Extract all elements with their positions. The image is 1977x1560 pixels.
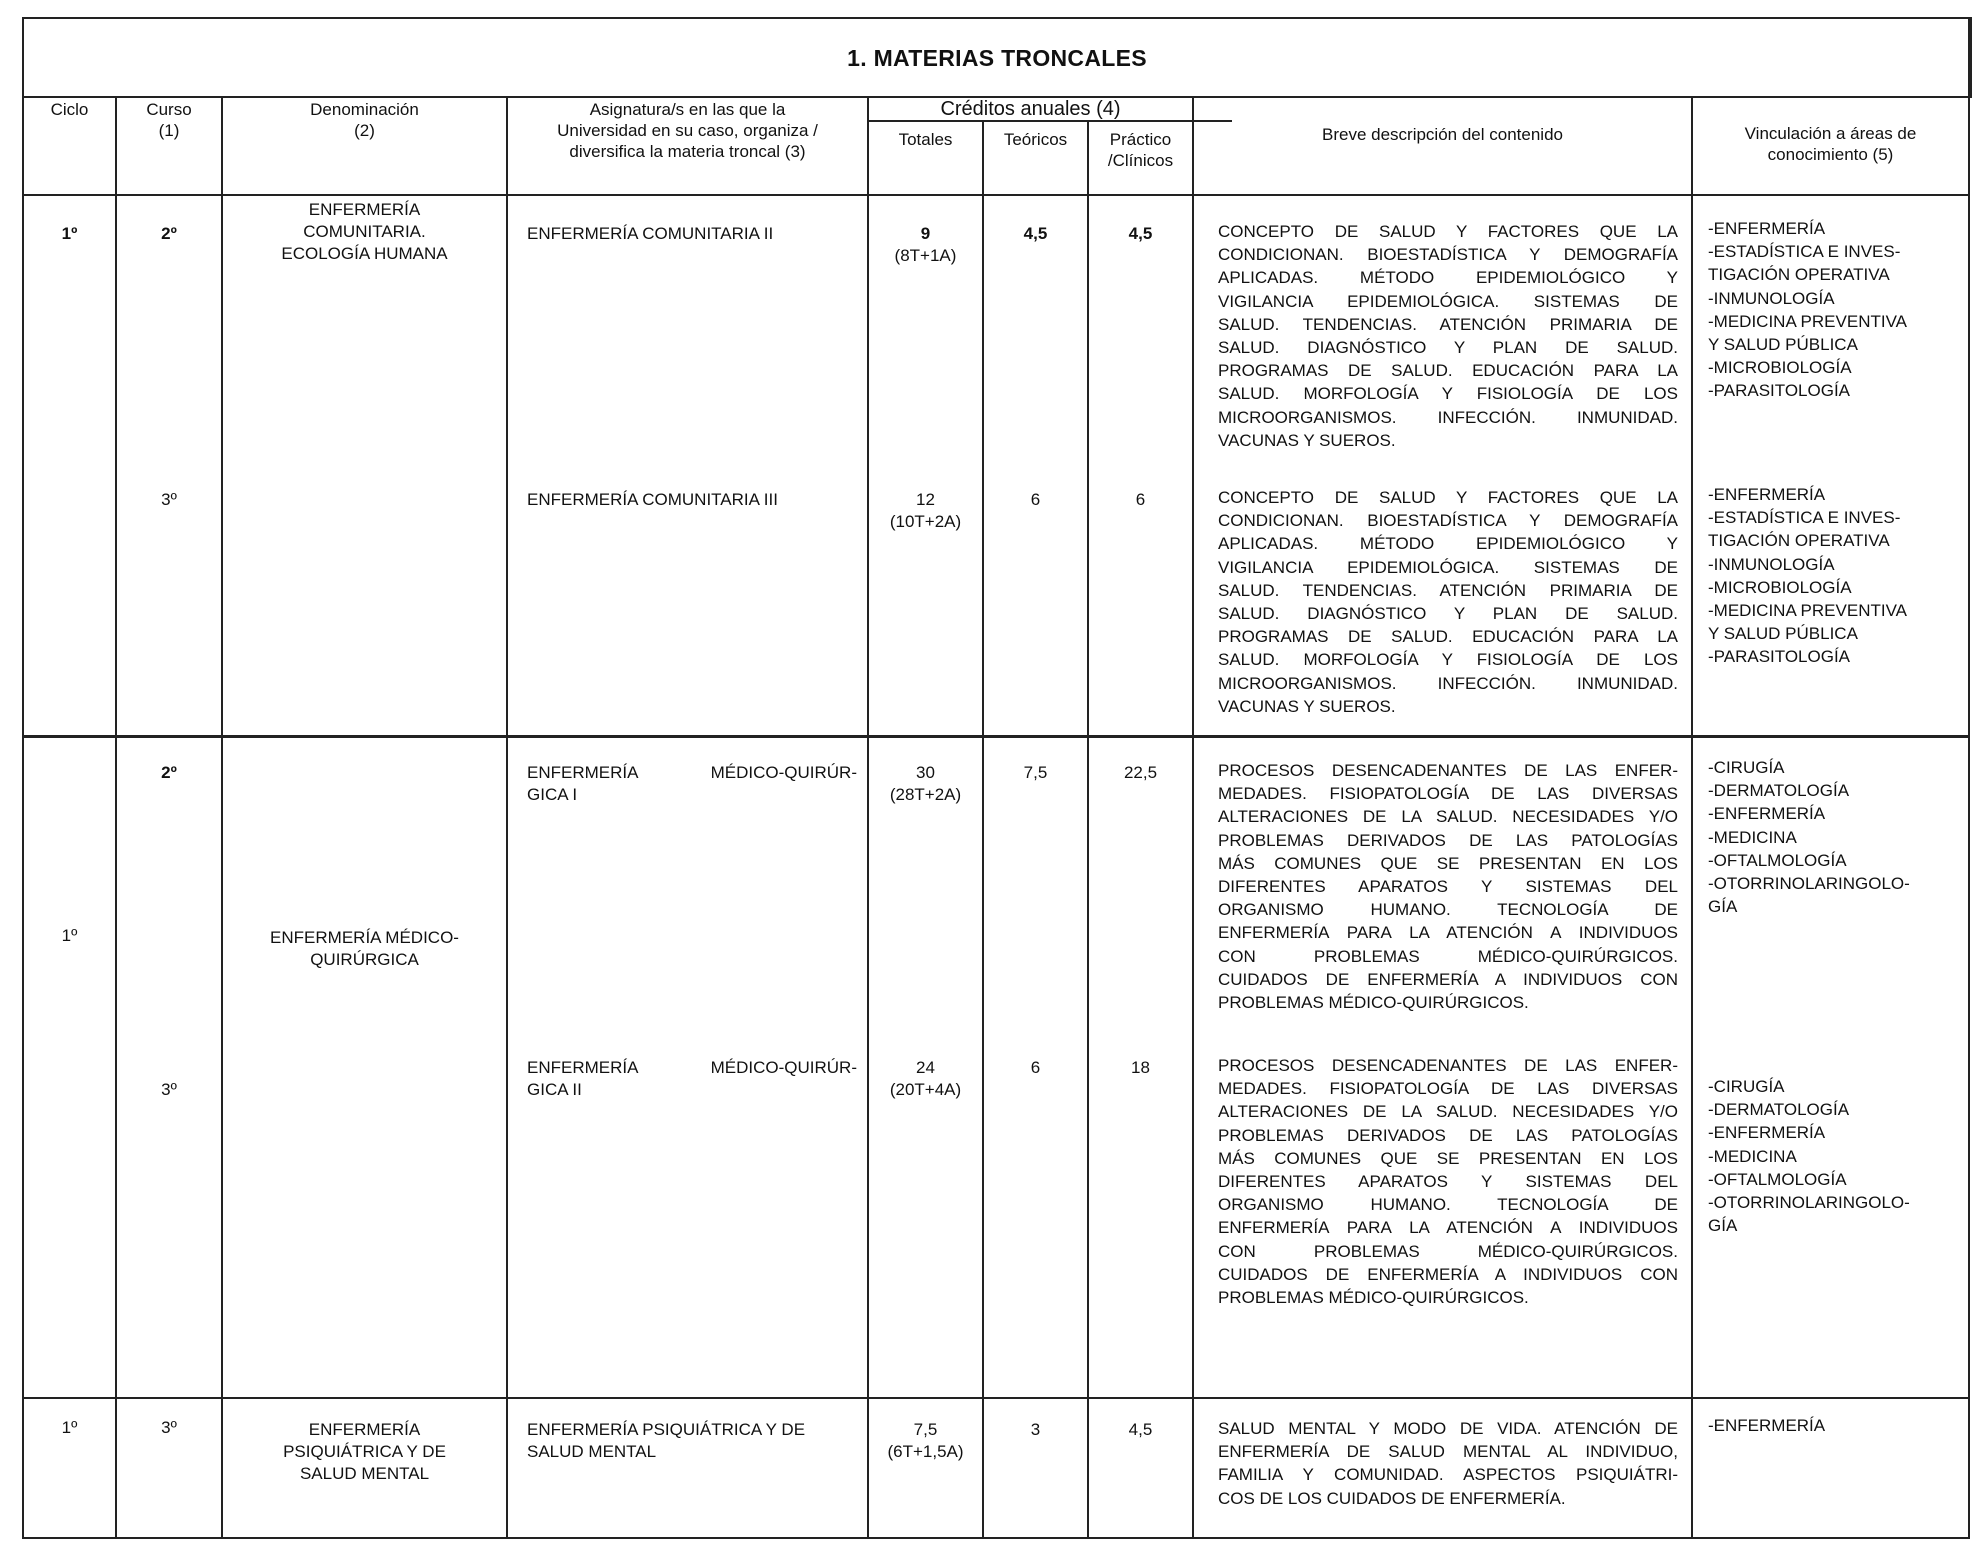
descripcion-line: ORGANISMO HUMANO. TECNOLOGÍA DE	[1218, 900, 1678, 920]
totales-value: 12	[916, 490, 935, 509]
col-divider-teoricos	[1087, 120, 1089, 1539]
row-descripcion	[1218, 220, 1678, 452]
descripcion-line: CONCEPTO DE SALUD Y FACTORES QUE LA	[1218, 222, 1678, 241]
descripcion-line: SALUD. DIAGNÓSTICO Y PLAN DE SALUD.	[1218, 338, 1678, 358]
area-item: -INMUNOLOGÍA	[1708, 554, 1835, 574]
area-item: TIGACIÓN OPERATIVA	[1708, 531, 1890, 551]
group1-bottom-line	[22, 735, 1970, 738]
totales-value: 9	[920, 224, 931, 243]
descripcion-line: CONCEPTO DE SALUD Y FACTORES QUE LA	[1218, 488, 1678, 507]
descripcion-line: CUIDADOS DE ENFERMERÍA A INDIVIDUOS CON	[1218, 969, 1678, 989]
row-teoricos: 4,5	[1023, 224, 1048, 243]
area-item: -MEDICINA PREVENTIVA	[1708, 601, 1907, 621]
area-item: -OFTALMOLOGÍA	[1708, 850, 1847, 870]
denominacion-line: SALUD MENTAL	[299, 1464, 430, 1483]
row-ciclo: 1º	[61, 224, 78, 243]
area-item: -MEDICINA PREVENTIVA	[1708, 311, 1907, 331]
descripcion-line: PROGRAMAS DE SALUD. EDUCACIÓN PARA LA	[1218, 361, 1678, 381]
row-asignatura: ENFERMERÍA COMUNITARIA II	[527, 224, 774, 243]
header-practicos	[1089, 129, 1192, 171]
row-descripcion	[1218, 1417, 1678, 1510]
row-curso: 3º	[161, 1418, 177, 1437]
denominacion-line: COMUNITARIA.	[303, 222, 426, 241]
area-item: GÍA	[1708, 897, 1738, 917]
area-item: -PARASITOLOGÍA	[1708, 381, 1851, 401]
descripcion-line: FAMILIA Y COMUNIDAD. ASPECTOS PSIQUIÁTRI-	[1218, 1465, 1678, 1485]
asignatura-line: GICA I	[527, 785, 578, 804]
header-teoricos: Teóricos	[1003, 130, 1068, 149]
denominacion-line: QUIRÚRGICA	[310, 950, 419, 969]
descripcion-line: COS DE LOS CUIDADOS DE ENFERMERÍA.	[1218, 1488, 1566, 1508]
descripcion-line: SALUD. MORFOLOGÍA Y FISIOLOGÍA DE LOS	[1218, 650, 1678, 670]
descripcion-line: SALUD MENTAL Y MODO DE VIDA. ATENCIÓN DE	[1218, 1419, 1678, 1438]
asignatura-line: ENFERMERÍA MÉDICO-QUIRÚR-	[527, 1058, 857, 1077]
row-curso: 3º	[161, 490, 177, 509]
header-creditos: Créditos anuales (4)	[940, 98, 1121, 120]
row-totales	[869, 762, 982, 806]
row-teoricos: 7,5	[1023, 763, 1048, 782]
descripcion-line: CON PROBLEMAS MÉDICO-QUIRÚRGICOS.	[1218, 946, 1678, 966]
row-curso: 3º	[161, 1080, 177, 1099]
area-item: TIGACIÓN OPERATIVA	[1708, 265, 1890, 285]
row-descripcion	[1218, 486, 1678, 718]
totales-breakdown: (8T+1A)	[894, 246, 957, 265]
area-item: -ESTADÍSTICA E INVES-	[1708, 242, 1901, 262]
row-denominacion	[223, 199, 506, 265]
area-item: -DERMATOLOGÍA	[1708, 1100, 1850, 1120]
row-teoricos: 6	[1030, 1058, 1041, 1077]
row-curso: 2º	[161, 224, 177, 243]
descripcion-line: ORGANISMO HUMANO. TECNOLOGÍA DE	[1218, 1195, 1678, 1215]
asignatura-line: SALUD MENTAL	[527, 1442, 657, 1461]
denominacion-line: ENFERMERÍA	[308, 200, 421, 219]
descripcion-line: VIGILANCIA EPIDEMIOLÓGICA. SISTEMAS DE	[1218, 291, 1678, 311]
totales-breakdown: (28T+2A)	[889, 785, 962, 804]
row-curso: 2º	[161, 763, 177, 782]
descripcion-line: MEDADES. FISIOPATOLOGÍA DE LAS DIVERSAS	[1218, 1079, 1678, 1099]
descripcion-line: SALUD. TENDENCIAS. ATENCIÓN PRIMARIA DE	[1218, 580, 1678, 600]
descripcion-line: ALTERACIONES DE LA SALUD. NECESIDADES Y/O	[1218, 1102, 1678, 1122]
header-asignatura	[508, 99, 867, 162]
header-curso-note: (1)	[158, 121, 180, 140]
area-item: -ENFERMERÍA	[1708, 219, 1826, 238]
row-practicos: 22,5	[1123, 763, 1158, 782]
col-divider-descripcion	[1691, 96, 1693, 1539]
row-descripcion	[1218, 1054, 1678, 1309]
header-ciclo-label: Ciclo	[50, 100, 89, 119]
descripcion-line: APLICADAS. MÉTODO EPIDEMIOLÓGICO Y	[1218, 268, 1678, 288]
col-divider-totales	[982, 120, 984, 1539]
descripcion-line: ENFERMERÍA PARA LA ATENCIÓN A INDIVIDUOS	[1218, 1218, 1678, 1238]
descripcion-line: CUIDADOS DE ENFERMERÍA A INDIVIDUOS CON	[1218, 1264, 1678, 1284]
area-item: -INMUNOLOGÍA	[1708, 288, 1835, 308]
table-bottom-line	[22, 1537, 1970, 1539]
descripcion-line: VIGILANCIA EPIDEMIOLÓGICA. SISTEMAS DE	[1218, 557, 1678, 577]
row-totales	[869, 1057, 982, 1101]
row-asignatura	[527, 1057, 857, 1101]
denominacion-line: ENFERMERÍA MÉDICO-	[270, 928, 459, 947]
table-left-border	[22, 17, 24, 1539]
area-item: -CIRUGÍA	[1708, 758, 1785, 777]
asignatura-line: ENFERMERÍA MÉDICO-QUIRÚR-	[527, 763, 857, 782]
descripcion-line: SALUD. TENDENCIAS. ATENCIÓN PRIMARIA DE	[1218, 314, 1678, 334]
header-practicos-line2: /Clínicos	[1107, 151, 1174, 170]
descripcion-line: PROBLEMAS MÉDICO-QUIRÚRGICOS.	[1218, 1288, 1529, 1308]
denominacion-line: ECOLOGÍA HUMANA	[281, 244, 448, 263]
area-item: Y SALUD PÚBLICA	[1708, 624, 1858, 644]
header-vinculacion-line2: conocimiento (5)	[1767, 145, 1894, 164]
row-areas	[1708, 483, 1963, 669]
header-denominacion-note: (2)	[354, 121, 375, 140]
header-denominacion-label: Denominación	[310, 100, 419, 119]
row-teoricos: 3	[1030, 1420, 1041, 1439]
descripcion-line: VACUNAS Y SUEROS.	[1218, 696, 1396, 716]
header-practicos-line1: Práctico	[1109, 130, 1172, 149]
area-item: -CIRUGÍA	[1708, 1077, 1785, 1096]
row-areas	[1708, 756, 1963, 918]
header-asignatura-line1: Asignatura/s en las que la	[589, 100, 786, 119]
descripcion-line: MICROORGANISMOS. INFECCIÓN. INMUNIDAD.	[1218, 673, 1678, 693]
totales-breakdown: (10T+2A)	[889, 512, 962, 531]
area-item: -OTORRINOLARINGOLO-	[1708, 874, 1910, 894]
col-divider-curso	[221, 96, 223, 1539]
row-teoricos: 6	[1030, 490, 1041, 509]
header-asignatura-line2: Universidad en su caso, organiza /	[557, 121, 818, 140]
area-item: -MEDICINA	[1708, 1146, 1797, 1166]
header-ciclo	[24, 99, 115, 120]
row-denominacion	[223, 1419, 506, 1485]
group2-bottom-line	[22, 1397, 1970, 1399]
descripcion-line: DIFERENTES APARATOS Y SISTEMAS DEL	[1218, 877, 1678, 897]
area-item: -OFTALMOLOGÍA	[1708, 1169, 1847, 1189]
row-areas	[1708, 1075, 1963, 1237]
table-title: 1. MATERIAS TRONCALES	[847, 45, 1147, 71]
col-divider-ciclo	[115, 96, 117, 1539]
header-curso-label: Curso	[146, 100, 192, 119]
descripcion-line: SALUD. MORFOLOGÍA Y FISIOLOGÍA DE LOS	[1218, 384, 1678, 404]
area-item: -DERMATOLOGÍA	[1708, 781, 1850, 801]
descripcion-line: MÁS COMUNES QUE SE PRESENTAN EN LOS	[1218, 853, 1678, 873]
descripcion-line: DIFERENTES APARATOS Y SISTEMAS DEL	[1218, 1172, 1678, 1192]
descripcion-line: PROCESOS DESENCADENANTES DE LAS ENFER-	[1218, 1056, 1678, 1075]
row-totales	[869, 223, 982, 267]
materias-troncales-table	[22, 17, 1970, 1539]
descripcion-line: VACUNAS Y SUEROS.	[1218, 430, 1396, 450]
row-practicos: 4,5	[1128, 224, 1153, 243]
header-denominacion	[223, 99, 506, 141]
row-asignatura: ENFERMERÍA COMUNITARIA III	[527, 490, 778, 509]
header-descripcion: Breve descripción del contenido	[1322, 125, 1563, 144]
descripcion-line: CON PROBLEMAS MÉDICO-QUIRÚRGICOS.	[1218, 1241, 1678, 1261]
header-vinculacion	[1693, 123, 1968, 165]
header-asignatura-line3: diversifica la materia troncal (3)	[569, 142, 806, 161]
descripcion-line: MICROORGANISMOS. INFECCIÓN. INMUNIDAD.	[1218, 407, 1678, 427]
header-bottom-line	[22, 194, 1970, 196]
denominacion-line: PSIQUIÁTRICA Y DE	[283, 1442, 446, 1461]
row-descripcion	[1218, 759, 1678, 1014]
descripcion-line: PROGRAMAS DE SALUD. EDUCACIÓN PARA LA	[1218, 627, 1678, 647]
row-ciclo: 1º	[61, 926, 78, 945]
descripcion-line: PROBLEMAS DERIVADOS DE LAS PATOLOGÍAS	[1218, 830, 1678, 850]
denominacion-line: ENFERMERÍA	[308, 1420, 421, 1439]
col-divider-asignatura	[867, 96, 869, 1539]
col-divider-denominacion	[506, 96, 508, 1539]
descripcion-line: MEDADES. FISIOPATOLOGÍA DE LAS DIVERSAS	[1218, 784, 1678, 804]
descripcion-line: ENFERMERÍA PARA LA ATENCIÓN A INDIVIDUOS	[1218, 923, 1678, 943]
row-ciclo: 1º	[61, 1418, 78, 1437]
asignatura-line: ENFERMERÍA PSIQUIÁTRICA Y DE	[527, 1420, 806, 1439]
area-item: -ENFERMERÍA	[1708, 1123, 1826, 1143]
totales-breakdown: (6T+1,5A)	[887, 1442, 964, 1461]
totales-value: 30	[916, 763, 935, 782]
row-asignatura	[527, 762, 857, 806]
area-item: -MICROBIOLOGÍA	[1708, 577, 1852, 597]
area-item: -OTORRINOLARINGOLO-	[1708, 1193, 1910, 1213]
area-item: -MEDICINA	[1708, 827, 1797, 847]
row-practicos: 4,5	[1128, 1420, 1153, 1439]
row-areas	[1708, 217, 1963, 403]
descripcion-line: PROCESOS DESENCADENANTES DE LAS ENFER-	[1218, 761, 1678, 780]
row-totales	[869, 1419, 982, 1463]
descripcion-line: ALTERACIONES DE LA SALUD. NECESIDADES Y/O	[1218, 807, 1678, 827]
area-item: -ESTADÍSTICA E INVES-	[1708, 508, 1901, 528]
area-item: -ENFERMERÍA	[1708, 804, 1826, 824]
area-item: -PARASITOLOGÍA	[1708, 647, 1851, 667]
header-curso	[117, 99, 221, 141]
row-asignatura	[527, 1419, 867, 1463]
col-divider-practicos	[1192, 96, 1194, 1539]
row-denominacion	[223, 927, 506, 971]
table-right-border	[1968, 17, 1970, 1539]
title-box	[22, 17, 1972, 98]
totales-value: 24	[916, 1058, 935, 1077]
descripcion-line: APLICADAS. MÉTODO EPIDEMIOLÓGICO Y	[1218, 534, 1678, 554]
row-areas	[1708, 1414, 1963, 1437]
row-totales	[869, 489, 982, 533]
descripcion-line: PROBLEMAS DERIVADOS DE LAS PATOLOGÍAS	[1218, 1125, 1678, 1145]
header-totales: Totales	[898, 130, 953, 149]
area-item: Y SALUD PÚBLICA	[1708, 335, 1858, 355]
descripcion-line: MÁS COMUNES QUE SE PRESENTAN EN LOS	[1218, 1148, 1678, 1168]
totales-breakdown: (20T+4A)	[889, 1080, 962, 1099]
descripcion-line: SALUD. DIAGNÓSTICO Y PLAN DE SALUD.	[1218, 604, 1678, 624]
row-practicos: 18	[1131, 1058, 1150, 1077]
descripcion-line: PROBLEMAS MÉDICO-QUIRÚRGICOS.	[1218, 993, 1529, 1013]
row-practicos: 6	[1135, 490, 1146, 509]
descripcion-line: CONDICIONAN. BIOESTADÍSTICA Y DEMOGRAFÍA	[1218, 511, 1678, 531]
area-item: GÍA	[1708, 1216, 1738, 1236]
totales-value: 7,5	[913, 1420, 938, 1439]
area-item: -ENFERMERÍA	[1708, 1416, 1826, 1435]
area-item: -ENFERMERÍA	[1708, 485, 1826, 504]
area-item: -MICROBIOLOGÍA	[1708, 358, 1852, 378]
header-vinculacion-line1: Vinculación a áreas de	[1744, 124, 1917, 143]
descripcion-line: CONDICIONAN. BIOESTADÍSTICA Y DEMOGRAFÍA	[1218, 245, 1678, 265]
asignatura-line: GICA II	[527, 1080, 582, 1099]
descripcion-line: ENFERMERÍA DE SALUD MENTAL AL INDIVIDUO,	[1218, 1442, 1678, 1462]
